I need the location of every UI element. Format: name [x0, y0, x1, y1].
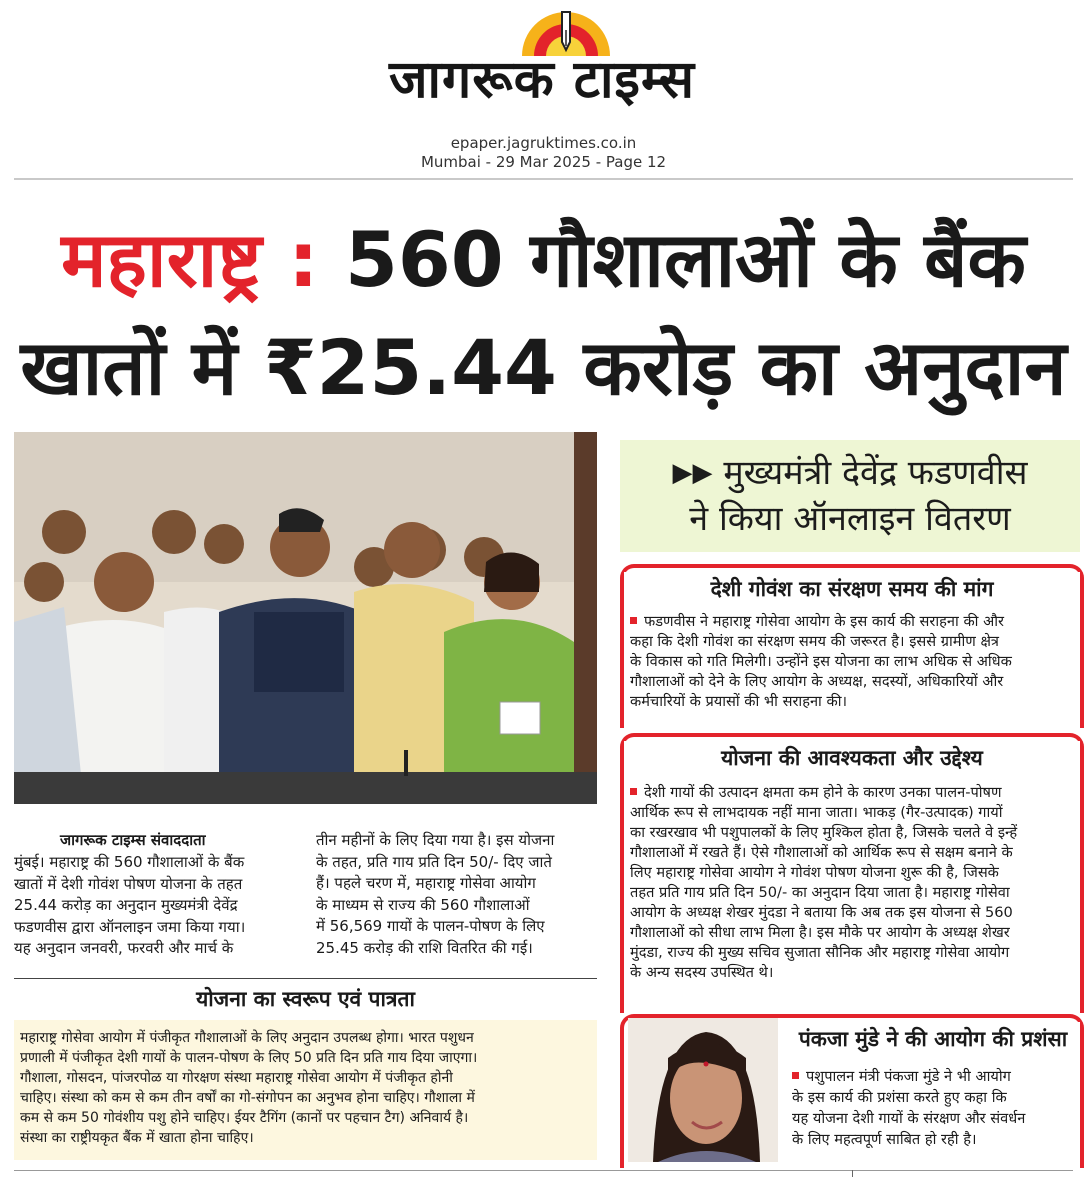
box-line: यह योजना देशी गायों के संरक्षण और संवर्धन [792, 1110, 1026, 1127]
headline-location: महाराष्ट्र : [61, 215, 319, 304]
article-byline: जागरूक टाइम्स संवाददाता [60, 831, 206, 849]
eligibility-text [20, 1028, 591, 1148]
article-column-2 [316, 830, 598, 959]
sidebar-box-conservation [620, 564, 1084, 728]
box-line: आर्थिक रूप से लाभदायक नहीं माना जाता। भाकड़ (गैर-उत्पादक) गायों [630, 804, 1003, 821]
article-line: में 56,569 गायों के पालन-पोषण के लिए [316, 917, 545, 935]
box-body-conservation [630, 612, 1080, 712]
minister-portrait-illustration [628, 1018, 778, 1162]
box-line: गौशालाओं में रखते हैं। ऐसे गौशालाओं को आर्थिक रूप से सक्षम बनाने के [630, 844, 1013, 861]
article-line: फडणवीस द्वारा ऑनलाइन जमा किया गया। [14, 917, 246, 936]
subhead-line-1 [620, 450, 1080, 496]
bottom-divider-tick [852, 1170, 853, 1177]
subhead-line-1-text: मुख्यमंत्री देवेंद्र फडणवीस [723, 453, 1028, 493]
eligibility-heading: योजना का स्वरूप एवं पात्रता [196, 987, 415, 1011]
article-line: हैं। पहले चरण में, महाराष्ट्र गोसेवा आयोग [316, 874, 536, 892]
box-line: के लिए महत्वपूर्ण साबित हो रही है। [792, 1131, 977, 1148]
article-line: मुंबई। महाराष्ट्र की 560 गौशालाओं के बैंक [14, 853, 245, 871]
subhead-box [620, 440, 1080, 552]
box-line: गौशालाओं को सीधा लाभ मिला है। इस मौके पर आयोग के अध्यक्ष शेखर [630, 924, 1010, 941]
eligibility-line: प्रणाली में पंजीकृत देशी गायों के पालन-पोषण के लिए 50 प्रति दिन प्रति गाय दिया जाएगा। [20, 1050, 478, 1066]
eligibility-box [14, 1020, 597, 1160]
headline-line-1-rest: 560 गौशालाओं के बैंक [318, 215, 1026, 304]
box-body-objective [630, 783, 1080, 983]
box-title-objective: योजना की आवश्यकता और उद्देश्य [624, 741, 1080, 775]
box-line: गौशालाओं को देने के लिए आयोग के अध्यक्ष, सदस्यों, अधिकारियों और [630, 673, 1004, 690]
bottom-divider [14, 1170, 1073, 1171]
edition-line: Mumbai - 29 Mar 2025 - Page 12 [420, 153, 667, 171]
box-line: फडणवीस ने महाराष्ट्र गोसेवा आयोग के इस कार्य की सराहना की और [630, 612, 1080, 632]
red-square-bullet-icon [630, 617, 637, 624]
eligibility-divider [14, 978, 597, 979]
eligibility-line: कम से कम 50 गोवंशीय पशु होने चाहिए। ईयर टैगिंग (कानों पर पहचान टैग) अनिवार्य है। [20, 1110, 469, 1126]
box-line: पशुपालन मंत्री पंकजा मुंडे ने भी आयोग [792, 1066, 1078, 1087]
red-square-bullet-icon [792, 1072, 799, 1079]
box-line: देशी गायों की उत्पादन क्षमता कम होने के कारण उनका पालन-पोषण [630, 783, 1080, 803]
box-line: आयोग के अध्यक्ष शेखर मुंदडा ने बताया कि अब तक इस योजना से 560 [630, 904, 1013, 921]
eligibility-line: गौशाला, गोसदन, पांजरपोळ या गोरक्षण संस्था महाराष्ट्र गोसेवा आयोग में पंजीकृत होनी [20, 1070, 453, 1086]
eligibility-line: महाराष्ट्र गोसेवा आयोग में पंजीकृत गौशालाओं के लिए अनुदान उपलब्ध होगा। भारत पशुधन [20, 1030, 474, 1046]
box-line: के इस कार्य की प्रशंसा करते हुए कहा कि [792, 1089, 1007, 1106]
minister-portrait [628, 1018, 778, 1162]
article-line: खातों में देशी गोवंश पोषण योजना के तहत [14, 874, 243, 893]
box-line: कर्मचारियों के प्रयासों की भी सराहना की। [630, 693, 847, 710]
eligibility-line: संस्था का राष्ट्रीयकृत बैंक में खाता होना चाहिए। [20, 1130, 254, 1146]
article-line: के माध्यम से राज्य की 560 गौशालाओं [316, 895, 530, 914]
double-play-arrow-icon: ▶▶ [672, 458, 713, 488]
article-line: 25.44 करोड़ का अनुदान मुख्यमंत्री देवेंद्र [14, 896, 238, 914]
article-line: के तहत, प्रति गाय प्रति दिन 50/- दिए जाते [316, 852, 552, 871]
article-column-1 [14, 852, 298, 960]
eligibility-line: चाहिए। संस्था को कम से कम तीन वर्षों का गो-संगोपन का अनुभव होना चाहिए। गौशाला में [20, 1090, 475, 1106]
box-line: का रखरखाव भी पशुपालकों के लिए मुश्किल होता है, जिसके चलते वे इन्हें [630, 824, 1018, 841]
box-line: कहा कि देशी गोवंश का संरक्षण समय की जरूरत है। इससे ग्रामीण क्षेत्र [630, 633, 999, 650]
event-photo-illustration [14, 432, 597, 804]
box-line: के अन्य सदस्य उपस्थित थे। [630, 964, 774, 981]
masthead-divider [14, 178, 1073, 180]
box-title-praise: पंकजा मुंडे ने की आयोग की प्रशंसा [786, 1022, 1080, 1056]
box-line: तहत प्रति गाय प्रति दिन 50/- का अनुदान दिया जाता है। महाराष्ट्र गोसेवा [630, 884, 1010, 901]
article-line: यह अनुदान जनवरी, फरवरी और मार्च के [14, 939, 234, 957]
article-line: तीन महीनों के लिए दिया गया है। इस योजना [316, 831, 555, 849]
masthead [0, 0, 1087, 180]
box-line: लिए महाराष्ट्र गोसेवा आयोग ने गोवंश पोषण योजना शुरू की है, जिसके [630, 864, 999, 881]
box-body-praise [792, 1066, 1078, 1150]
subhead-line-2: ने किया ऑनलाइन वितरण [689, 499, 1011, 539]
box-line: मुंदडा, राज्य की मुख्य सचिव सुजाता सौनिक और महाराष्ट्र गोसेवा आयोग [630, 944, 1010, 961]
box-line: के विकास को गति मिलेगी। उन्होंने इस योजना का लाभ अधिक से अधिक [630, 653, 1012, 670]
event-photo [14, 432, 597, 804]
red-square-bullet-icon [630, 788, 637, 795]
masthead-logo-text: जागरूक टाइम्स [388, 50, 696, 110]
headline-line-2: खातों में ₹25.44 करोड़ का अनुदान [20, 323, 1067, 412]
article-line: 25.45 करोड़ की राशि वितरित की गई। [316, 938, 533, 957]
sun-pen-logo-icon [518, 8, 614, 56]
site-url[interactable]: epaper.jagruktimes.co.in [450, 134, 637, 152]
sidebar-box-objective [620, 733, 1084, 1013]
box-title-conservation: देशी गोवंश का संरक्षण समय की मांग [624, 572, 1080, 606]
headline-line-1 [0, 212, 1087, 308]
